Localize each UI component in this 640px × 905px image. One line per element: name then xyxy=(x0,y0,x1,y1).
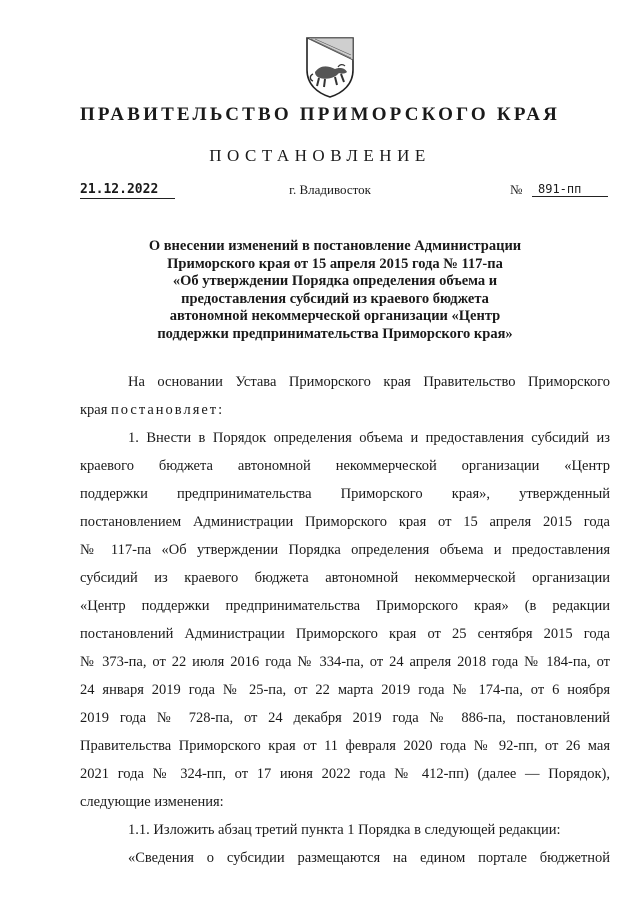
document-type: ПОСТАНОВЛЕНИЕ xyxy=(209,146,431,165)
paragraph-line: 2021 года № 324-пп, от 17 июня 2022 года № 412-пп) (далее — Порядок), xyxy=(80,766,610,782)
title-line: «Об утверждении Порядка определения объема и xyxy=(172,273,498,289)
government-title: ПРАВИТЕЛЬСТВО ПРИМОРСКОГО КРАЯ xyxy=(79,104,561,125)
paragraph-line: «Центр поддержки предпринимательства Приморского края» (в редакции xyxy=(80,598,610,614)
paragraph-line: поддержки предпринимательства Приморского края», утвержденный xyxy=(80,486,610,502)
number-sign: № xyxy=(510,182,523,197)
intro-prefix: края xyxy=(80,402,112,418)
paragraph-line: следующие изменения: xyxy=(80,794,224,810)
title-line: Приморского края от 15 апреля 2015 года № 117-па xyxy=(167,255,503,272)
title-line: О внесении изменений в постановление Администрации xyxy=(148,238,522,254)
intro-line: На основании Устава Приморского края Правительство Приморского xyxy=(128,374,610,390)
document-number: 891-пп xyxy=(532,182,608,197)
title-line: автономной некоммерческой организации «Центр xyxy=(169,308,501,324)
document-date: 21.12.2022 xyxy=(80,182,175,199)
paragraph-line: субсидий из краевого бюджета автономной некоммерческой организации xyxy=(80,570,610,586)
paragraph-line: 24 января 2019 года № 25-па, от 22 марта 2019 года № 174-па, от 6 ноября xyxy=(80,682,610,698)
paragraph-line: краевого бюджета автономной некоммерческой организации «Центр xyxy=(80,458,610,474)
intro-decree-word: постановляет: xyxy=(111,402,225,418)
document-title xyxy=(130,238,540,343)
paragraph-line: 2019 года № 728-па, от 24 декабря 2019 года № 886-па, постановлений xyxy=(80,710,610,726)
subparagraph-line: 1.1. Изложить абзац третий пункта 1 Порядка в следующей редакции: xyxy=(128,822,561,838)
title-line: предоставления субсидий из краевого бюджета xyxy=(181,290,489,307)
paragraph-line: постановлением Администрации Приморского края от 15 апреля 2015 года xyxy=(80,514,610,530)
paragraph-line: № 373-па, от 22 июля 2016 года № 334-па, от 24 апреля 2018 года № 184-па, от xyxy=(80,654,610,670)
paragraph-line: № 117-па «Об утверждении Порядка определения объема и предоставления xyxy=(80,542,610,558)
paragraph-line: постановлений Администрации Приморского края от 25 сентября 2015 года xyxy=(80,626,610,642)
paragraph-line: Правительства Приморского края от 11 февраля 2020 года № 92-пп, от 26 мая xyxy=(80,738,610,754)
intro-line xyxy=(80,400,610,420)
paragraph-line: 1. Внести в Порядок определения объема и предоставления субсидий из xyxy=(128,430,610,446)
coat-of-arms-icon xyxy=(305,36,355,98)
title-line: поддержки предпринимательства Приморского края» xyxy=(157,325,513,342)
quote-line: «Сведения о субсидии размещаются на едином портале бюджетной xyxy=(128,850,610,866)
document-city: г. Владивосток xyxy=(289,182,371,197)
